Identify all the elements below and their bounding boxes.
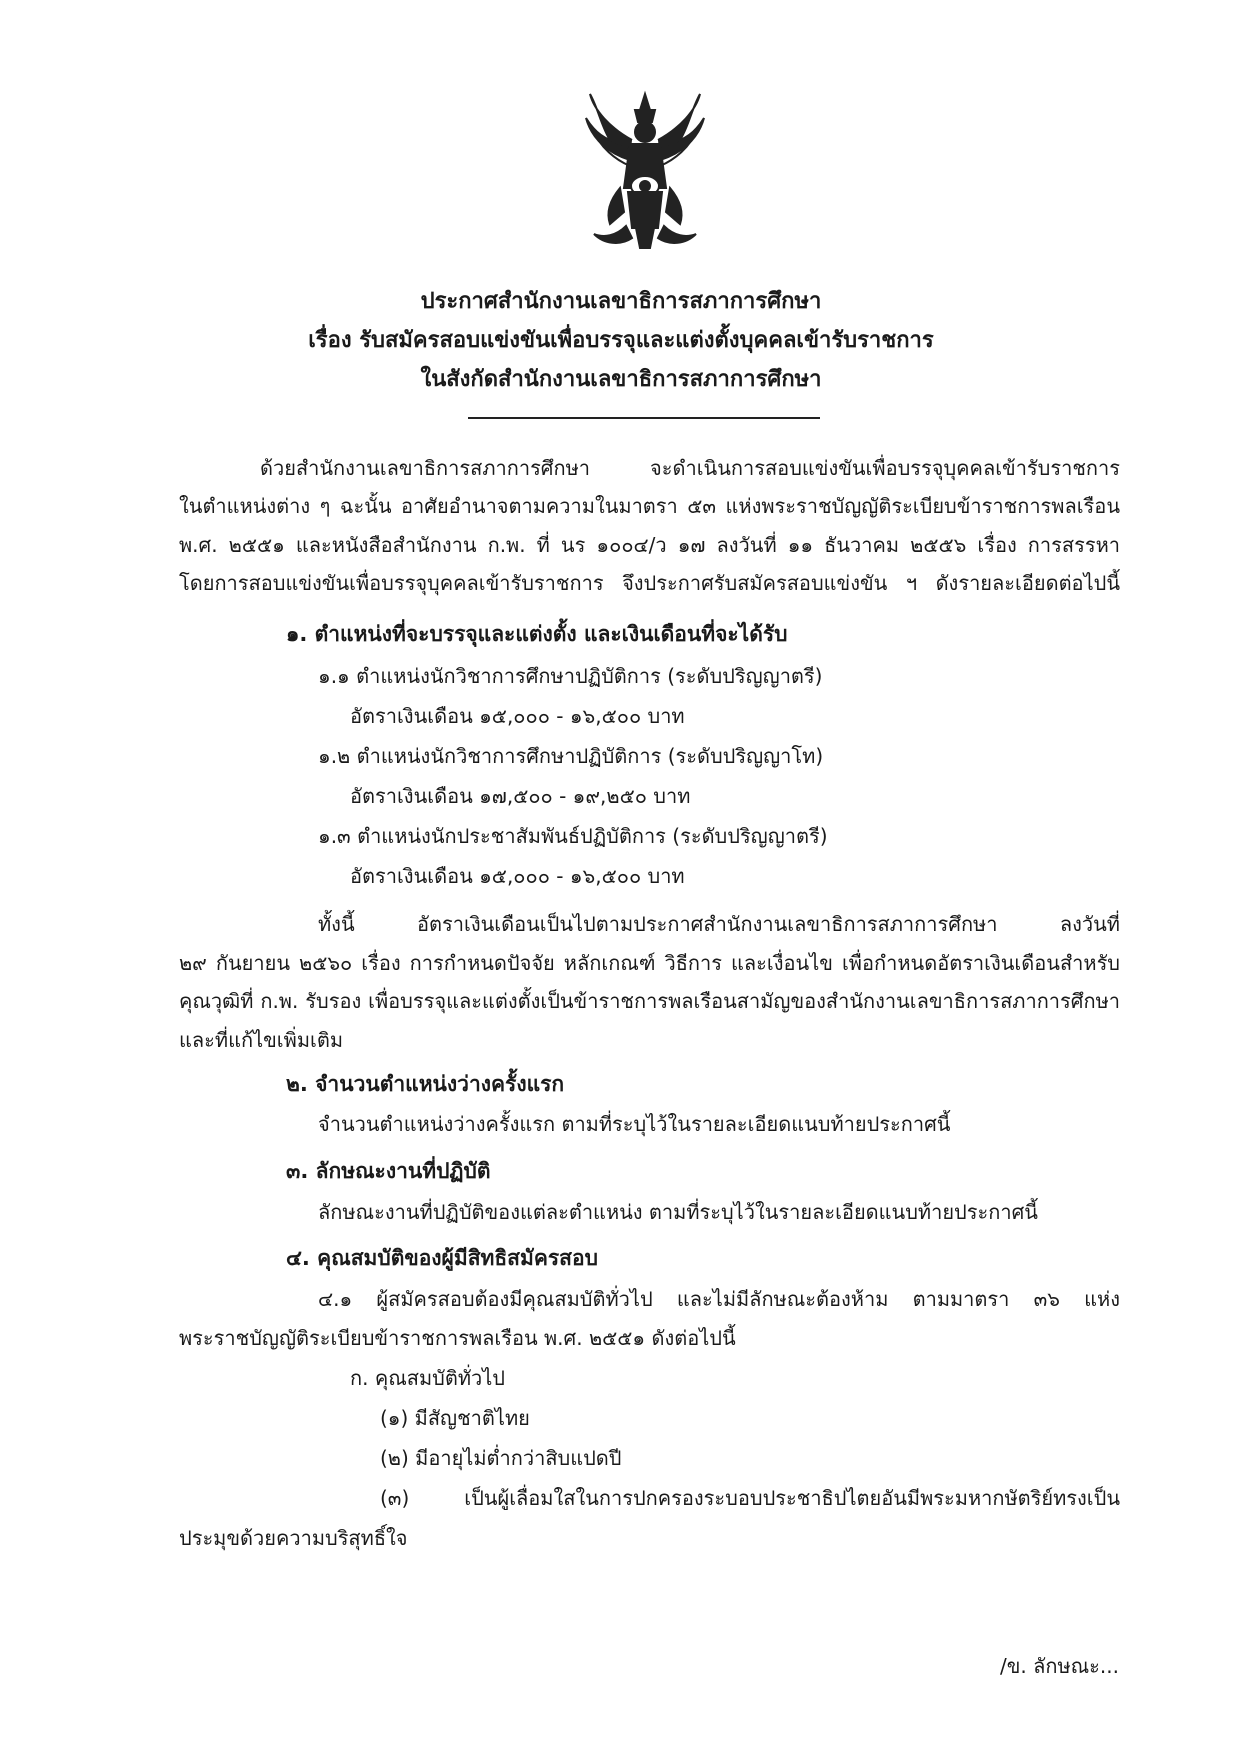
salary-note-line-4: และที่แก้ไขเพิ่มเติม [179, 1028, 344, 1052]
section-1-heading: ๑. ตำแหน่งที่จะบรรจุและแต่งตั้ง และเงินเดือนที่จะได้รับ [286, 622, 788, 646]
salary-note-line-3: คุณวุฒิที่ ก.พ. รับรอง เพื่อบรรจุและแต่งตั้งเป็นข้าราชการพลเรือนสามัญของสำนักงานเลขาธิการสภาการศึกษา [179, 989, 1120, 1013]
section-4-para-line-2: พระราชบัญญัติระเบียบข้าราชการพลเรือน พ.ศ. ๒๕๕๑ ดังต่อไปนี้ [179, 1326, 736, 1350]
position-2-title: ๑.๒ ตำแหน่งนักวิชาการศึกษาปฏิบัติการ (ระดับปริญญาโท) [318, 744, 824, 768]
intro-line-2: ในตำแหน่งต่าง ๆ ฉะนั้น อาศัยอำนาจตามความในมาตรา ๕๓ แห่งพระราชบัญญัติระเบียบข้าราชการพลเรือน [179, 494, 1120, 518]
qualification-item-3-line-1: (๓) เป็นผู้เลื่อมใสในการปกครองระบอบประชาธิปไตยอันมีพระมหากษัตริย์ทรงเป็น [380, 1486, 1120, 1510]
salary-note-line-1: ทั้งนี้ อัตราเงินเดือนเป็นไปตามประกาศสำนักงานเลขาธิการสภาการศึกษา ลงวันที่ [318, 912, 1120, 936]
section-4-heading: ๔. คุณสมบัติของผู้มีสิทธิสมัครสอบ [286, 1246, 598, 1270]
position-1-salary: อัตราเงินเดือน ๑๕,๐๐๐ - ๑๖,๕๐๐ บาท [350, 704, 685, 728]
qualification-item-1: (๑) มีสัญชาติไทย [380, 1406, 530, 1430]
announcement-title: ประกาศสำนักงานเลขาธิการสภาการศึกษา [420, 289, 822, 314]
position-2-salary: อัตราเงินเดือน ๑๗,๕๐๐ - ๑๙,๒๕๐ บาท [350, 784, 691, 808]
salary-note-line-2: ๒๙ กันยายน ๒๕๖๐ เรื่อง การกำหนดปัจจัย หลักเกณฑ์ วิธีการ และเงื่อนไข เพื่อกำหนดอัตราเงินเดือนสำหรับ [179, 951, 1120, 975]
intro-line-4: โดยการสอบแข่งขันเพื่อบรรจุบุคคลเข้ารับราชการ จึงประกาศรับสมัครสอบแข่งขัน ฯ ดังรายละเอียดต่อไปนี้ [179, 571, 1120, 595]
intro-line-3: พ.ศ. ๒๕๕๑ และหนังสือสำนักงาน ก.พ. ที่ นร ๑๐๐๔/ว ๑๗ ลงวันที่ ๑๑ ธันวาคม ๒๕๕๖ เรื่อง การสรรหา [179, 533, 1120, 557]
announcement-affiliation: ในสังกัดสำนักงานเลขาธิการสภาการศึกษา [420, 367, 822, 392]
section-2-heading: ๒. จำนวนตำแหน่งว่างครั้งแรก [286, 1072, 565, 1096]
section-3-body: ลักษณะงานที่ปฏิบัติของแต่ละตำแหน่ง ตามที่ระบุไว้ในรายละเอียดแนบท้ายประกาศนี้ [318, 1200, 1038, 1224]
general-qualifications-heading: ก. คุณสมบัติทั่วไป [350, 1366, 505, 1390]
position-3-title: ๑.๓ ตำแหน่งนักประชาสัมพันธ์ปฏิบัติการ (ระดับปริญญาตรี) [318, 824, 828, 848]
qualification-item-2: (๒) มีอายุไม่ต่ำกว่าสิบแปดปี [380, 1446, 622, 1470]
position-3-salary: อัตราเงินเดือน ๑๕,๐๐๐ - ๑๖,๕๐๐ บาท [350, 864, 685, 888]
garuda-emblem-icon [580, 88, 710, 258]
section-3-heading: ๓. ลักษณะงานที่ปฏิบัติ [286, 1159, 491, 1183]
announcement-subject: เรื่อง รับสมัครสอบแข่งขันเพื่อบรรจุและแต่งตั้งบุคคลเข้ารับราชการ [308, 328, 934, 353]
intro-line-1: ด้วยสำนักงานเลขาธิการสภาการศึกษา จะดำเนินการสอบแข่งขันเพื่อบรรจุบุคคลเข้ารับราชการ [260, 456, 1120, 480]
section-4-para-line-1: ๔.๑ ผู้สมัครสอบต้องมีคุณสมบัติทั่วไป และไม่มีลักษณะต้องห้าม ตามมาตรา ๓๖ แห่ง [318, 1287, 1120, 1311]
position-1-title: ๑.๑ ตำแหน่งนักวิชาการศึกษาปฏิบัติการ (ระดับปริญญาตรี) [318, 664, 823, 688]
title-divider [468, 417, 820, 419]
section-2-body: จำนวนตำแหน่งว่างครั้งแรก ตามที่ระบุไว้ในรายละเอียดแนบท้ายประกาศนี้ [318, 1112, 951, 1136]
continued-marker: /ข. ลักษณะ... [999, 1654, 1119, 1678]
qualification-item-3-line-2: ประมุขด้วยความบริสุทธิ์ใจ [179, 1526, 408, 1550]
